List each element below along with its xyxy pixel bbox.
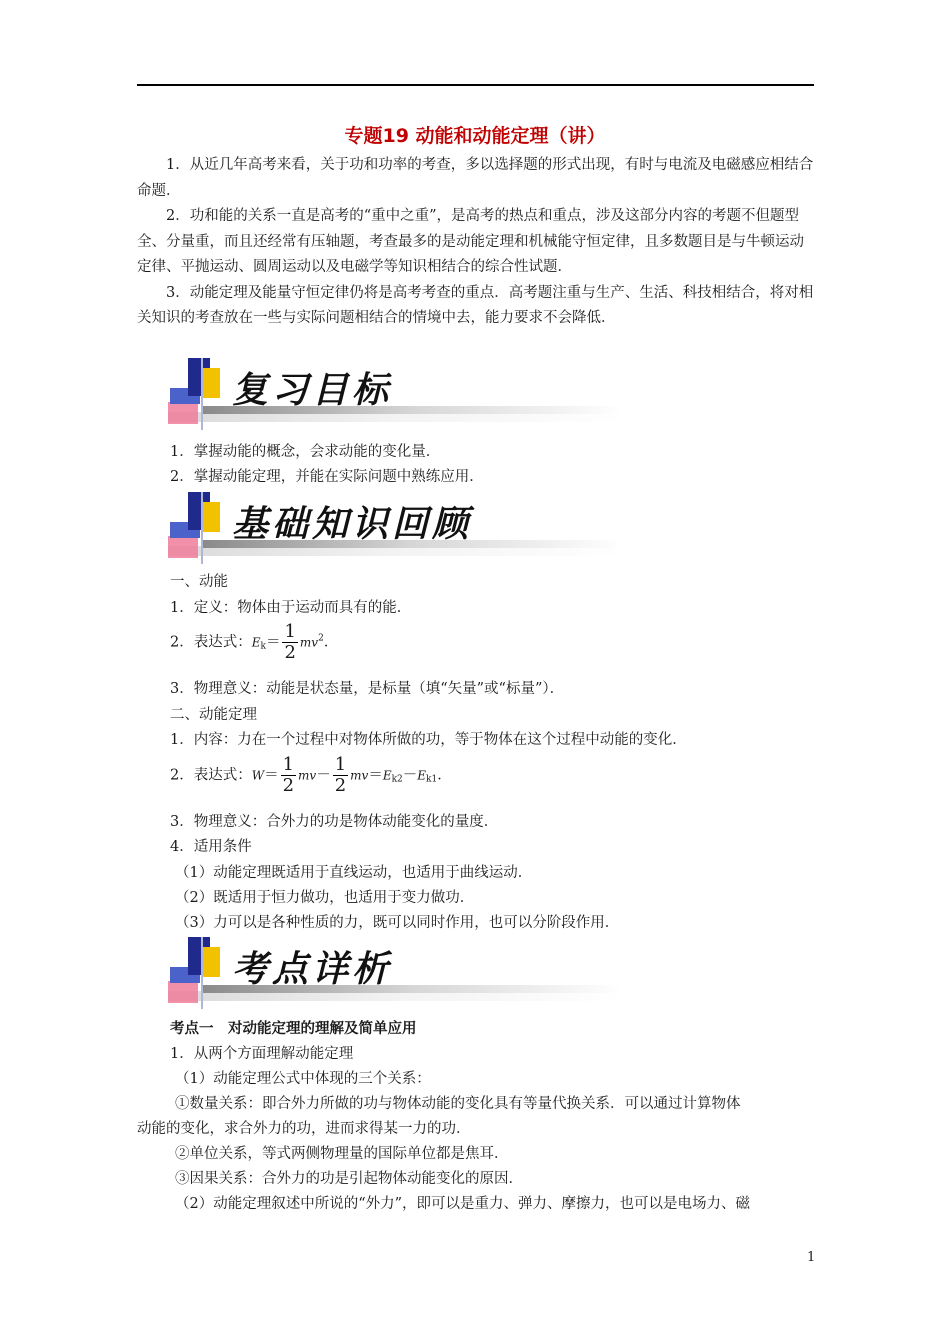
meaning-line: 3．物理意义：合外力的功是物体动能变化的量度． bbox=[170, 814, 499, 830]
analysis-line: ①数量关系：即合外力所做的功与物体动能的变化具有等量代换关系．可以通过计算物体 bbox=[175, 1096, 741, 1112]
content-line: 1．内容：力在一个过程中对物体所做的功，等于物体在这个过程中动能的变化． bbox=[170, 732, 687, 748]
analysis-line: 动能的变化，求合外力的功，进而求得某一力的功． bbox=[137, 1121, 471, 1137]
ek-subscript: k bbox=[260, 641, 266, 652]
fraction-numerator: 1 bbox=[282, 754, 295, 775]
analysis-line: 1．从两个方面理解动能定理 bbox=[170, 1046, 354, 1062]
banner-line bbox=[201, 937, 203, 1009]
expression-line bbox=[170, 755, 452, 796]
half-fraction bbox=[333, 755, 348, 796]
fraction-numerator: 1 bbox=[334, 754, 347, 775]
square-superscript: 2 bbox=[318, 633, 324, 644]
goal-item: 1．掌握动能的概念，会求动能的变化量． bbox=[170, 444, 441, 460]
section-heading: 一、动能 bbox=[170, 574, 228, 590]
banner-line bbox=[201, 492, 203, 564]
topic-heading: 考点一 对动能定理的理解及简单应用 bbox=[170, 1020, 417, 1037]
intro-paragraph: 3．动能定理及能量守恒定律仍将是高考考查的重点．高考题注重与生产、生活、科技相结合，将对相关知识的考查放在一些与实际问题相结合的情境中去，能力要求不会降低． bbox=[137, 284, 814, 326]
ek-symbol: E bbox=[382, 768, 392, 783]
w-symbol: W bbox=[251, 768, 265, 783]
ek1-subscript: k1 bbox=[426, 774, 438, 785]
period: ． bbox=[437, 767, 452, 784]
banner-square-yellow bbox=[202, 947, 220, 977]
fraction-denominator: 2 bbox=[284, 642, 296, 663]
half-fraction bbox=[281, 755, 296, 796]
banner-analysis bbox=[168, 937, 628, 1009]
mv-symbol: mv bbox=[299, 635, 319, 650]
expression-label: 2．表达式： bbox=[170, 767, 252, 784]
banner-title: 复习目标 bbox=[232, 369, 393, 411]
banner-square-pink bbox=[168, 981, 198, 1003]
definition-line: 1．定义：物体由于运动而具有的能． bbox=[170, 600, 412, 616]
analysis-line: （2）动能定理叙述中所说的“外力”，即可以是重力、弹力、摩擦力，也可以是电场力、磁 bbox=[175, 1196, 751, 1212]
banner-line bbox=[201, 358, 203, 430]
condition-item: （3）力可以是各种性质的力，既可以同时作用，也可以分阶段作用． bbox=[175, 915, 620, 931]
ek-symbol: E bbox=[417, 768, 427, 783]
banner-square-yellow bbox=[202, 502, 220, 532]
equals-sign: ＝ bbox=[265, 634, 281, 651]
goal-item: 2．掌握动能定理，并能在实际问题中熟练应用． bbox=[170, 469, 484, 485]
banner-square-yellow bbox=[202, 368, 220, 398]
analysis-line: ③因果关系：合外力的功是引起物体动能变化的原因． bbox=[175, 1171, 523, 1187]
intro-paragraph: 2．功和能的关系一直是高考的“重中之重”，是高考的热点和重点，涉及这部分内容的考题不但题型全、分量重，而且还经常有压轴题，考查最多的是动能定理和机械能守恒定律，且多数题目是与牛顿运动定律、平抛运动、圆周运动以及电磁学等知识相结合的综合性试题． bbox=[137, 208, 804, 275]
section-heading: 二、动能定理 bbox=[170, 707, 257, 723]
expression-label: 2．表达式： bbox=[170, 634, 252, 651]
condition-item: （1）动能定理既适用于直线运动，也适用于曲线运动． bbox=[175, 865, 533, 881]
intro-paragraph: 1．从近几年高考来看，关于功和功率的考查，多以选择题的形式出现，有时与电流及电磁感应相结合命题． bbox=[137, 157, 814, 199]
expression-line bbox=[170, 622, 338, 663]
analysis-line: （1）动能定理公式中体现的三个关系： bbox=[175, 1071, 431, 1087]
condition-heading: 4．适用条件 bbox=[170, 839, 252, 855]
banner-title: 基础知识回顾 bbox=[232, 503, 473, 545]
equals-sign: ＝ bbox=[264, 767, 279, 784]
fraction-denominator: 2 bbox=[282, 775, 295, 796]
equals-sign: ＝ bbox=[368, 767, 383, 784]
banner-review-goals bbox=[168, 358, 628, 430]
banner-square-pink bbox=[168, 536, 198, 558]
banner-square-pink bbox=[168, 402, 198, 424]
page-number: 1 bbox=[807, 1250, 816, 1265]
minus-sign: － bbox=[402, 767, 418, 784]
ek2-subscript: k2 bbox=[391, 774, 403, 785]
fraction-numerator: 1 bbox=[284, 621, 296, 642]
ek-symbol: E bbox=[251, 635, 261, 650]
banner-title: 考点详析 bbox=[232, 948, 393, 990]
intro-section bbox=[137, 153, 814, 332]
mv-symbol: mv bbox=[350, 768, 369, 783]
minus-sign: － bbox=[316, 767, 331, 784]
fraction-denominator: 2 bbox=[334, 775, 347, 796]
analysis-line: ②单位关系，等式两侧物理量的国际单位都是焦耳． bbox=[175, 1146, 509, 1162]
header-rule bbox=[137, 84, 814, 86]
mv-symbol: mv bbox=[298, 768, 317, 783]
period: ． bbox=[323, 634, 339, 651]
condition-item: （2）既适用于恒力做功，也适用于变力做功． bbox=[175, 890, 475, 906]
meaning-line: 3．物理意义：动能是状态量，是标量（填“矢量”或“标量”）． bbox=[170, 681, 565, 697]
half-fraction bbox=[282, 622, 297, 663]
banner-basics bbox=[168, 492, 628, 564]
page-title: 专题19 动能和动能定理（讲） bbox=[344, 125, 606, 147]
